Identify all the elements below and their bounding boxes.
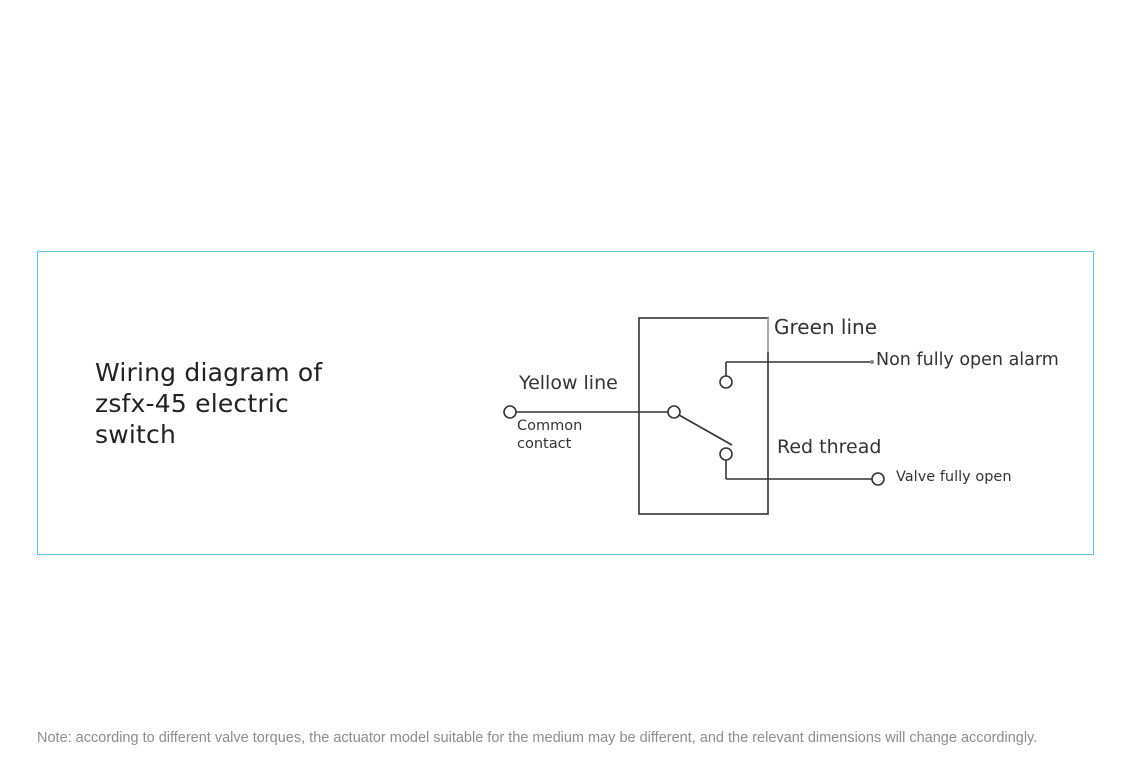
- valve-open-terminal: [872, 473, 884, 485]
- title-line-1: Wiring diagram of: [95, 358, 323, 387]
- yellow-line-label: Yellow line: [519, 372, 618, 394]
- alarm-wire-end: [870, 360, 874, 364]
- common-contact-label-2: contact: [517, 436, 572, 452]
- footnote: Note: according to different valve torques, the actuator model suitable for the medium may be different, and the relevant dimensions will change accordingly.: [37, 730, 1038, 746]
- common-contact-label-1: Common: [517, 418, 583, 434]
- common-contact-terminal: [504, 406, 516, 418]
- green-line-label: Green line: [774, 315, 878, 339]
- alarm-contact-terminal: [720, 376, 732, 388]
- switch-box: [639, 318, 768, 514]
- red-thread-label: Red thread: [777, 436, 882, 458]
- switch-blade: [679, 415, 732, 445]
- valve-fully-open-label: Valve fully open: [896, 469, 1012, 485]
- title-line-3: switch: [95, 420, 177, 449]
- switch-pivot: [668, 406, 680, 418]
- open-contact-terminal: [720, 448, 732, 460]
- title-line-2: zsfx-45 electric: [95, 389, 289, 418]
- non-fully-open-alarm-label: Non fully open alarm: [876, 350, 1059, 370]
